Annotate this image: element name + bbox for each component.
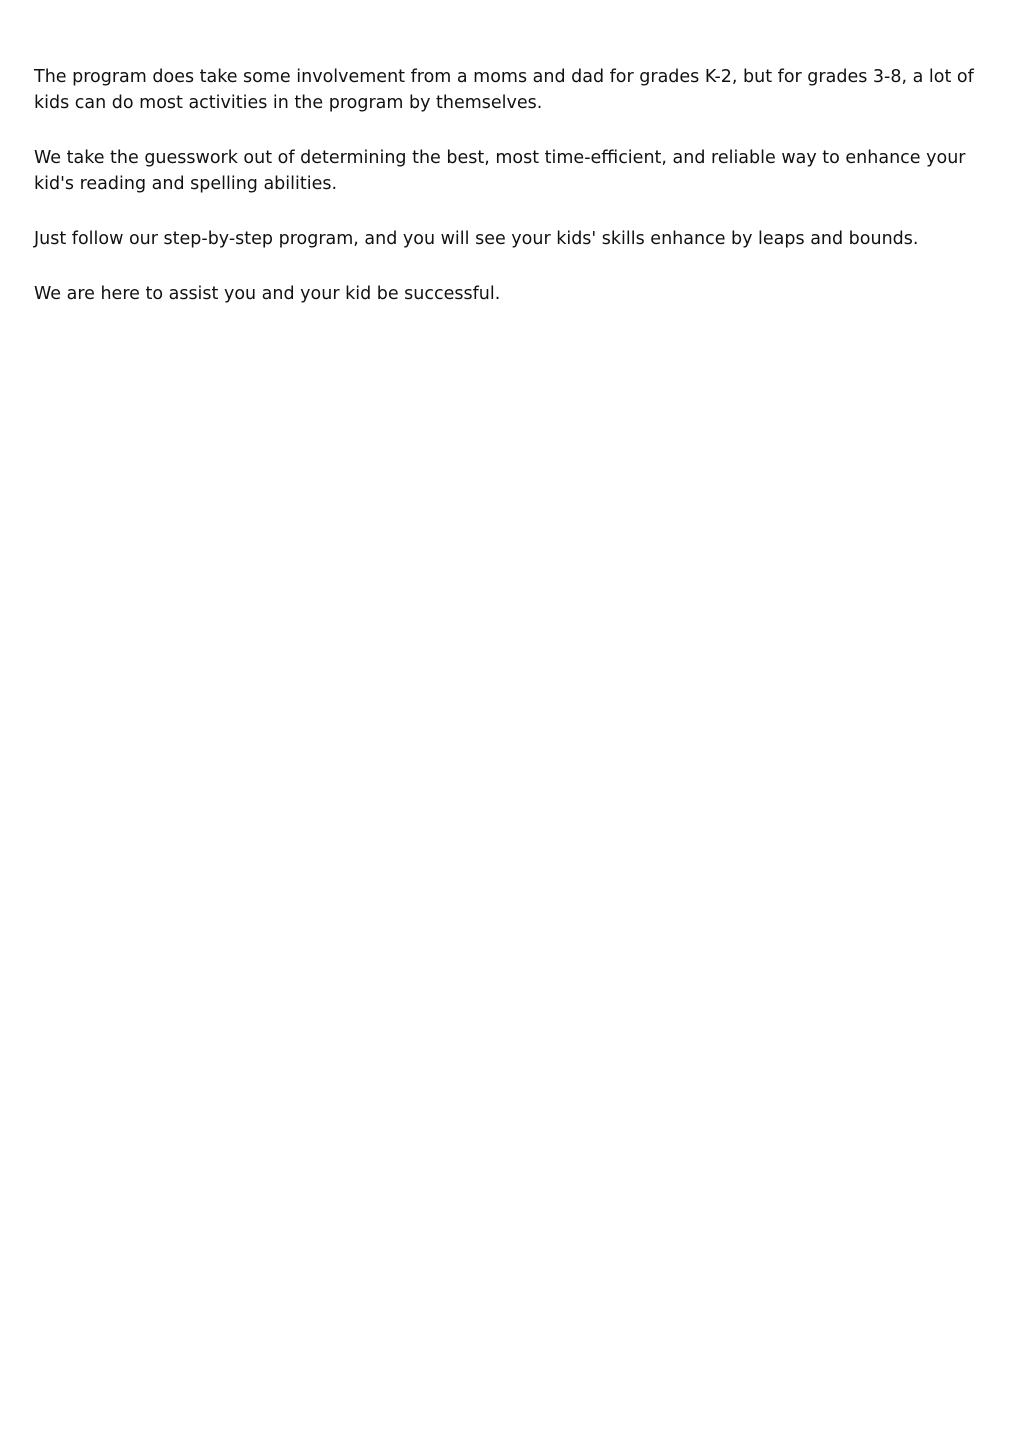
paragraph-step-by-step: Just follow our step-by-step program, and you will see your kids' skills enhance by leaps and bounds.: [34, 229, 919, 249]
paragraph-assist: We are here to assist you and your kid be successful.: [34, 284, 501, 304]
document-body: [34, 64, 984, 336]
paragraph-guesswork: We take the guesswork out of determining the best, most time-efficient, and reliable way to enhance your kid's reading and spelling abilities.: [34, 148, 966, 194]
paragraph-involvement: The program does take some involvement from a moms and dad for grades K-2, but for grades 3-8, a lot of kids can do most activities in the program by themselves.: [34, 67, 974, 113]
